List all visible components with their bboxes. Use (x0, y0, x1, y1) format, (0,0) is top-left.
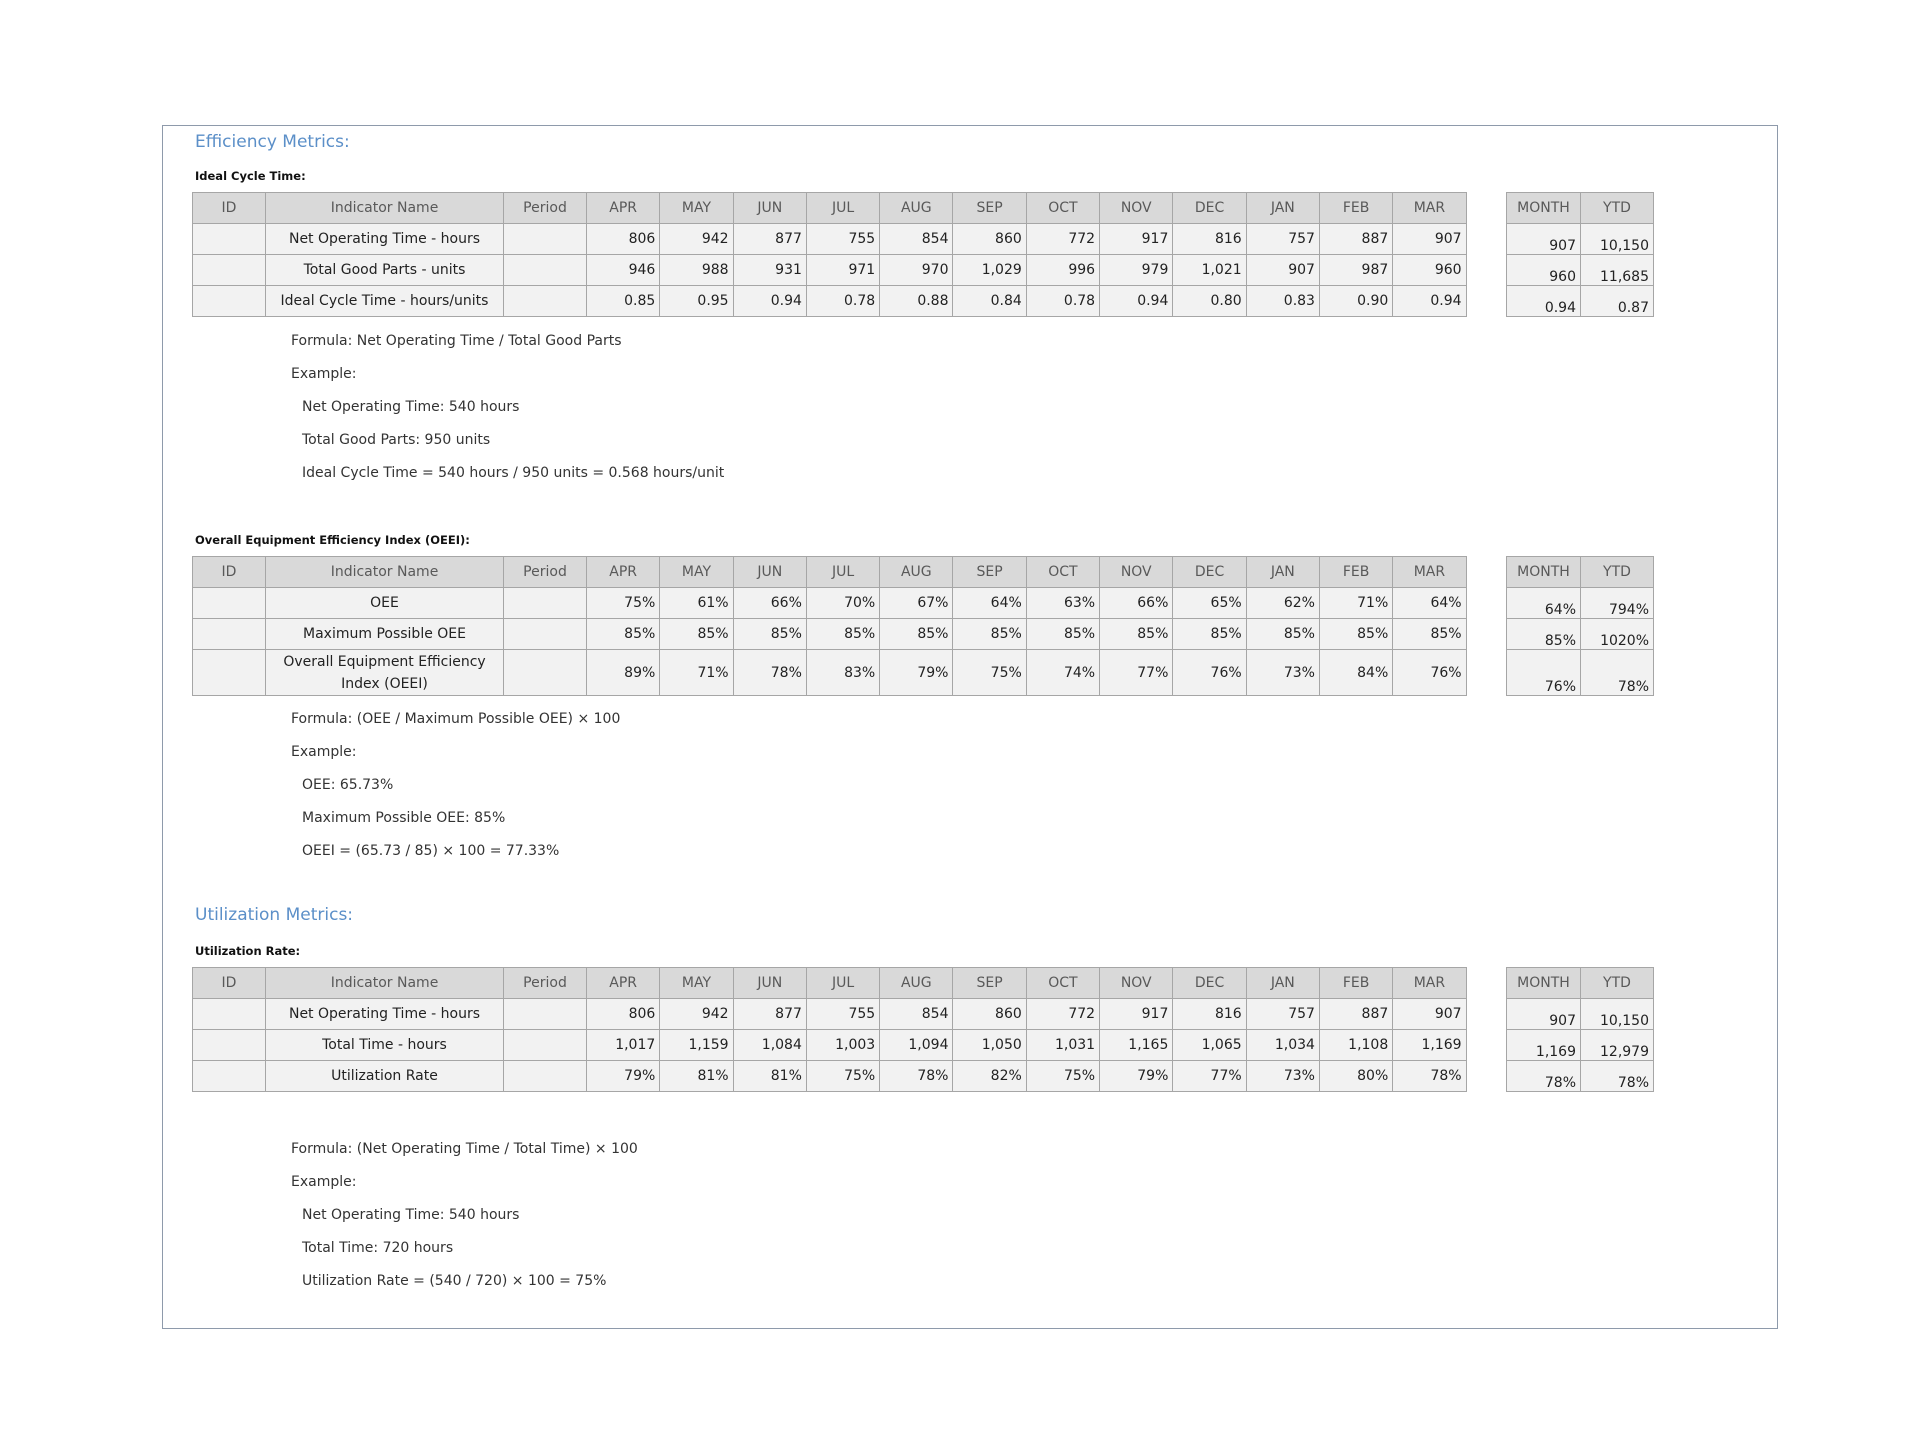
ideal-cycle-time-table (192, 192, 1467, 317)
utilization-example-line: Utilization Rate = (540 / 720) × 100 = 75% (302, 1273, 607, 1289)
ytd-cell: 10,150 (1581, 224, 1654, 255)
indicator-name-cell: Net Operating Time - hours (266, 224, 504, 255)
summary-row (1507, 1061, 1654, 1092)
value-cell: 1,017 (587, 1030, 660, 1061)
indicator-name-cell: Total Good Parts - units (266, 255, 504, 286)
value-cell: 987 (1319, 255, 1392, 286)
ideal-cycle-time-summary-table (1506, 192, 1654, 317)
value-cell: 816 (1173, 224, 1246, 255)
value-cell: 85% (733, 619, 806, 650)
table-row (193, 650, 1467, 696)
value-cell: 942 (660, 999, 733, 1030)
indicator-name-header: Indicator Name (266, 968, 504, 999)
month-total-cell: 0.94 (1507, 286, 1581, 317)
value-cell: 66% (1100, 588, 1173, 619)
month-total-cell: 1,169 (1507, 1030, 1581, 1061)
value-cell: 74% (1026, 650, 1099, 696)
indicator-name-header: Indicator Name (266, 193, 504, 224)
month-header: JUN (733, 557, 806, 588)
value-cell: 887 (1319, 224, 1392, 255)
month-total-header: MONTH (1507, 968, 1581, 999)
value-cell: 64% (1393, 588, 1466, 619)
indicator-name-cell: Total Time - hours (266, 1030, 504, 1061)
value-cell: 78% (733, 650, 806, 696)
summary-row (1507, 286, 1654, 317)
oeei-title: Overall Equipment Efficiency Index (OEEI): (195, 533, 470, 547)
value-cell: 917 (1100, 999, 1173, 1030)
month-header: MAY (660, 557, 733, 588)
value-cell: 77% (1173, 1061, 1246, 1092)
month-header: OCT (1026, 968, 1099, 999)
month-header: FEB (1319, 193, 1392, 224)
month-header: JUL (806, 557, 879, 588)
value-cell: 89% (587, 650, 660, 696)
table-row (193, 255, 1467, 286)
value-cell: 85% (660, 619, 733, 650)
period-header: Period (504, 557, 587, 588)
value-cell: 0.80 (1173, 286, 1246, 317)
value-cell: 907 (1246, 255, 1319, 286)
month-header: OCT (1026, 193, 1099, 224)
month-header: NOV (1100, 968, 1173, 999)
value-cell: 755 (806, 224, 879, 255)
value-cell: 65% (1173, 588, 1246, 619)
oeei-example-line: OEEI = (65.73 / 85) × 100 = 77.33% (302, 843, 560, 859)
id-cell (193, 255, 266, 286)
summary-row (1507, 999, 1654, 1030)
ytd-cell: 794% (1581, 588, 1654, 619)
value-cell: 63% (1026, 588, 1099, 619)
value-cell: 85% (953, 619, 1026, 650)
value-cell: 1,065 (1173, 1030, 1246, 1061)
header-row (193, 193, 1467, 224)
value-cell: 757 (1246, 999, 1319, 1030)
month-total-cell: 85% (1507, 619, 1581, 650)
ideal-formula: Formula: Net Operating Time / Total Good Parts (291, 333, 622, 349)
efficiency-metrics-title: Efficiency Metrics: (195, 132, 350, 152)
summary-row (1507, 588, 1654, 619)
month-header: JAN (1246, 968, 1319, 999)
indicator-name-cell: Overall Equipment Efficiency Index (OEEI) (266, 650, 504, 696)
month-header: JAN (1246, 557, 1319, 588)
month-header: AUG (880, 193, 953, 224)
value-cell: 71% (660, 650, 733, 696)
header-row (193, 557, 1467, 588)
id-cell (193, 588, 266, 619)
period-cell (504, 588, 587, 619)
ideal-example-line: Ideal Cycle Time = 540 hours / 950 units = 0.568 hours/unit (302, 465, 725, 481)
table-row (193, 286, 1467, 317)
oeei-summary-table (1506, 556, 1654, 696)
value-cell: 0.83 (1246, 286, 1319, 317)
utilization-metrics-title: Utilization Metrics: (195, 905, 354, 925)
value-cell: 79% (880, 650, 953, 696)
month-header: DEC (1173, 193, 1246, 224)
value-cell: 75% (953, 650, 1026, 696)
table-row (193, 1061, 1467, 1092)
value-cell: 66% (733, 588, 806, 619)
utilization-formula: Formula: (Net Operating Time / Total Time) × 100 (291, 1141, 638, 1157)
value-cell: 1,169 (1393, 1030, 1466, 1061)
month-total-header: MONTH (1507, 557, 1581, 588)
value-cell: 772 (1026, 224, 1099, 255)
month-header: AUG (880, 557, 953, 588)
summary-row (1507, 255, 1654, 286)
value-cell: 1,165 (1100, 1030, 1173, 1061)
value-cell: 1,029 (953, 255, 1026, 286)
indicator-name-cell: Utilization Rate (266, 1061, 504, 1092)
month-header: MAY (660, 193, 733, 224)
month-header: FEB (1319, 968, 1392, 999)
month-header: JUL (806, 968, 879, 999)
value-cell: 70% (806, 588, 879, 619)
oeei-example-label: Example: (291, 744, 357, 760)
utilization-rate-title: Utilization Rate: (195, 944, 301, 958)
ytd-cell: 78% (1581, 650, 1654, 696)
value-cell: 988 (660, 255, 733, 286)
value-cell: 84% (1319, 650, 1392, 696)
id-header: ID (193, 193, 266, 224)
value-cell: 73% (1246, 650, 1319, 696)
month-total-cell: 78% (1507, 1061, 1581, 1092)
value-cell: 854 (880, 224, 953, 255)
month-header: DEC (1173, 557, 1246, 588)
value-cell: 1,031 (1026, 1030, 1099, 1061)
value-cell: 1,159 (660, 1030, 733, 1061)
value-cell: 772 (1026, 999, 1099, 1030)
value-cell: 1,021 (1173, 255, 1246, 286)
table-row (193, 999, 1467, 1030)
value-cell: 0.78 (806, 286, 879, 317)
period-cell (504, 1030, 587, 1061)
month-header: SEP (953, 557, 1026, 588)
value-cell: 907 (1393, 224, 1466, 255)
ideal-cycle-time-title: Ideal Cycle Time: (195, 169, 306, 183)
value-cell: 755 (806, 999, 879, 1030)
value-cell: 81% (733, 1061, 806, 1092)
period-cell (504, 1061, 587, 1092)
period-cell (504, 224, 587, 255)
header-row (1507, 968, 1654, 999)
oeei-example-line: OEE: 65.73% (302, 777, 394, 793)
value-cell: 907 (1393, 999, 1466, 1030)
month-header: DEC (1173, 968, 1246, 999)
table-row (193, 1030, 1467, 1061)
value-cell: 931 (733, 255, 806, 286)
utilization-example-label: Example: (291, 1174, 357, 1190)
table-row (193, 588, 1467, 619)
ideal-example-line: Total Good Parts: 950 units (302, 432, 491, 448)
indicator-name-cell: Net Operating Time - hours (266, 999, 504, 1030)
summary-row (1507, 619, 1654, 650)
month-total-header: MONTH (1507, 193, 1581, 224)
value-cell: 887 (1319, 999, 1392, 1030)
value-cell: 0.95 (660, 286, 733, 317)
month-header: SEP (953, 193, 1026, 224)
summary-row (1507, 224, 1654, 255)
value-cell: 0.88 (880, 286, 953, 317)
ytd-cell: 10,150 (1581, 999, 1654, 1030)
value-cell: 75% (806, 1061, 879, 1092)
value-cell: 82% (953, 1061, 1026, 1092)
month-header: NOV (1100, 193, 1173, 224)
id-cell (193, 1030, 266, 1061)
value-cell: 61% (660, 588, 733, 619)
period-cell (504, 255, 587, 286)
ytd-cell: 11,685 (1581, 255, 1654, 286)
value-cell: 0.85 (587, 286, 660, 317)
value-cell: 942 (660, 224, 733, 255)
month-header: MAR (1393, 193, 1466, 224)
value-cell: 67% (880, 588, 953, 619)
summary-row (1507, 1030, 1654, 1061)
value-cell: 0.84 (953, 286, 1026, 317)
value-cell: 970 (880, 255, 953, 286)
value-cell: 877 (733, 999, 806, 1030)
value-cell: 996 (1026, 255, 1099, 286)
value-cell: 79% (587, 1061, 660, 1092)
period-cell (504, 999, 587, 1030)
month-total-cell: 907 (1507, 224, 1581, 255)
value-cell: 0.94 (733, 286, 806, 317)
period-header: Period (504, 193, 587, 224)
utilization-example-line: Total Time: 720 hours (302, 1240, 454, 1256)
period-cell (504, 650, 587, 696)
indicator-name-header: Indicator Name (266, 557, 504, 588)
value-cell: 0.94 (1100, 286, 1173, 317)
utilization-rate-summary-table (1506, 967, 1654, 1092)
ytd-header: YTD (1581, 557, 1654, 588)
month-header: OCT (1026, 557, 1099, 588)
month-header: APR (587, 557, 660, 588)
summary-row (1507, 650, 1654, 696)
id-cell (193, 999, 266, 1030)
indicator-name-cell: Maximum Possible OEE (266, 619, 504, 650)
month-total-cell: 76% (1507, 650, 1581, 696)
value-cell: 78% (880, 1061, 953, 1092)
ytd-cell: 12,979 (1581, 1030, 1654, 1061)
ytd-header: YTD (1581, 968, 1654, 999)
ideal-example-line: Net Operating Time: 540 hours (302, 399, 520, 415)
value-cell: 85% (1100, 619, 1173, 650)
value-cell: 854 (880, 999, 953, 1030)
value-cell: 860 (953, 224, 1026, 255)
value-cell: 85% (587, 619, 660, 650)
header-row (1507, 557, 1654, 588)
value-cell: 946 (587, 255, 660, 286)
month-header: JUN (733, 193, 806, 224)
value-cell: 85% (1319, 619, 1392, 650)
header-row (1507, 193, 1654, 224)
id-header: ID (193, 968, 266, 999)
value-cell: 85% (1173, 619, 1246, 650)
value-cell: 78% (1393, 1061, 1466, 1092)
value-cell: 806 (587, 999, 660, 1030)
month-header: JAN (1246, 193, 1319, 224)
value-cell: 83% (806, 650, 879, 696)
month-header: MAY (660, 968, 733, 999)
month-header: JUN (733, 968, 806, 999)
ideal-example-label: Example: (291, 366, 357, 382)
indicator-name-cell: OEE (266, 588, 504, 619)
month-total-cell: 64% (1507, 588, 1581, 619)
value-cell: 757 (1246, 224, 1319, 255)
value-cell: 917 (1100, 224, 1173, 255)
id-cell (193, 650, 266, 696)
value-cell: 85% (806, 619, 879, 650)
value-cell: 979 (1100, 255, 1173, 286)
month-header: MAR (1393, 968, 1466, 999)
value-cell: 860 (953, 999, 1026, 1030)
value-cell: 877 (733, 224, 806, 255)
oeei-formula: Formula: (OEE / Maximum Possible OEE) × 100 (291, 711, 621, 727)
utilization-example-line: Net Operating Time: 540 hours (302, 1207, 520, 1223)
value-cell: 85% (1393, 619, 1466, 650)
table-row (193, 619, 1467, 650)
id-header: ID (193, 557, 266, 588)
oeei-table (192, 556, 1467, 696)
value-cell: 64% (953, 588, 1026, 619)
value-cell: 76% (1393, 650, 1466, 696)
ytd-cell: 78% (1581, 1061, 1654, 1092)
value-cell: 76% (1173, 650, 1246, 696)
header-row (193, 968, 1467, 999)
month-header: APR (587, 968, 660, 999)
month-header: JUL (806, 193, 879, 224)
month-header: MAR (1393, 557, 1466, 588)
id-cell (193, 1061, 266, 1092)
value-cell: 79% (1100, 1061, 1173, 1092)
ytd-header: YTD (1581, 193, 1654, 224)
value-cell: 1,084 (733, 1030, 806, 1061)
value-cell: 960 (1393, 255, 1466, 286)
month-header: SEP (953, 968, 1026, 999)
value-cell: 0.90 (1319, 286, 1392, 317)
id-cell (193, 286, 266, 317)
value-cell: 1,108 (1319, 1030, 1392, 1061)
value-cell: 971 (806, 255, 879, 286)
oeei-example-line: Maximum Possible OEE: 85% (302, 810, 506, 826)
utilization-rate-table (192, 967, 1467, 1092)
value-cell: 1,003 (806, 1030, 879, 1061)
period-cell (504, 619, 587, 650)
period-cell (504, 286, 587, 317)
value-cell: 73% (1246, 1061, 1319, 1092)
value-cell: 1,094 (880, 1030, 953, 1061)
month-header: NOV (1100, 557, 1173, 588)
month-header: APR (587, 193, 660, 224)
month-header: FEB (1319, 557, 1392, 588)
value-cell: 71% (1319, 588, 1392, 619)
value-cell: 806 (587, 224, 660, 255)
value-cell: 75% (587, 588, 660, 619)
indicator-name-cell: Ideal Cycle Time - hours/units (266, 286, 504, 317)
ytd-cell: 0.87 (1581, 286, 1654, 317)
table-row (193, 224, 1467, 255)
value-cell: 85% (880, 619, 953, 650)
value-cell: 85% (1246, 619, 1319, 650)
value-cell: 80% (1319, 1061, 1392, 1092)
value-cell: 0.94 (1393, 286, 1466, 317)
month-total-cell: 907 (1507, 999, 1581, 1030)
id-cell (193, 619, 266, 650)
value-cell: 75% (1026, 1061, 1099, 1092)
value-cell: 1,034 (1246, 1030, 1319, 1061)
value-cell: 81% (660, 1061, 733, 1092)
month-total-cell: 960 (1507, 255, 1581, 286)
period-header: Period (504, 968, 587, 999)
value-cell: 85% (1026, 619, 1099, 650)
value-cell: 816 (1173, 999, 1246, 1030)
ytd-cell: 1020% (1581, 619, 1654, 650)
value-cell: 0.78 (1026, 286, 1099, 317)
value-cell: 62% (1246, 588, 1319, 619)
value-cell: 1,050 (953, 1030, 1026, 1061)
id-cell (193, 224, 266, 255)
value-cell: 77% (1100, 650, 1173, 696)
month-header: AUG (880, 968, 953, 999)
